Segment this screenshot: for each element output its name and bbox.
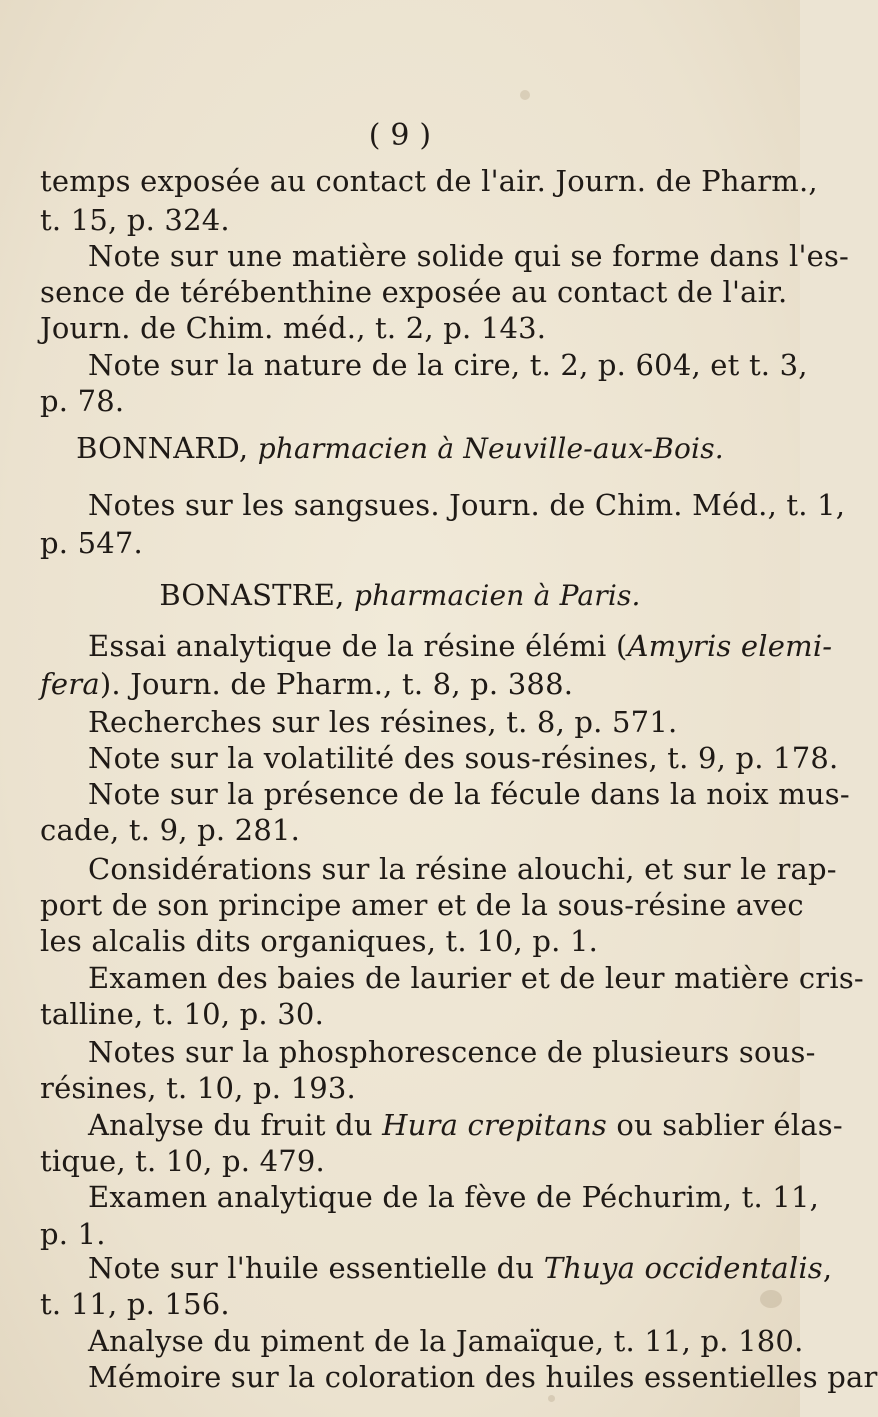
text-line: talline, t. 10, p. 30. — [40, 996, 324, 1031]
text-line: Recherches sur les résines, t. 8, p. 571. — [88, 704, 678, 739]
text-line: p. 547. — [40, 525, 143, 560]
text-line — [88, 1250, 832, 1286]
paper-stain — [520, 90, 530, 100]
text-line — [40, 666, 573, 702]
text-run: ). Journ. de Pharm., t. 8, p. 388. — [99, 667, 574, 702]
page-number: ( 9 ) — [368, 118, 432, 153]
text-line: t. 11, p. 156. — [40, 1287, 230, 1322]
text-line: Notes sur les sangsues. Journ. de Chim. Méd., t. 1, — [88, 487, 846, 522]
author-heading — [0, 430, 800, 467]
text-line: Note sur la volatilité des sous-résines, t. 9, p. 178. — [88, 740, 839, 775]
text-run: , — [822, 1251, 833, 1286]
author-name: BONNARD, — [76, 431, 249, 466]
text-line: t. 15, p. 324. — [40, 202, 230, 237]
text-line — [88, 1107, 843, 1143]
paper-stain — [548, 1395, 555, 1402]
author-name: BONASTRE, — [159, 578, 345, 613]
text-line: sence de térébenthine exposée au contact de l'air. — [40, 275, 788, 310]
species-name: Hura crepitans — [382, 1107, 607, 1142]
text-line: p. 78. — [40, 384, 125, 419]
species-name: Thuya occidentalis — [543, 1251, 823, 1286]
author-heading — [0, 577, 800, 614]
paper-stain — [760, 1290, 782, 1308]
text-line — [88, 628, 832, 664]
text-line: Examen analytique de la fève de Péchurim, t. 11, — [88, 1180, 820, 1215]
text-line: Mémoire sur la coloration des huiles essentielles par — [88, 1360, 878, 1394]
text-line: p. 1. — [40, 1216, 106, 1251]
text-line: tique, t. 10, p. 479. — [40, 1143, 325, 1178]
author-role: pharmacien à Neuville-aux-Bois. — [257, 432, 724, 466]
text-line: Note sur une matière solide qui se forme dans l'es- — [88, 238, 850, 273]
text-line: Examen des baies de laurier et de leur matière cris- — [88, 960, 864, 995]
text-line: cade, t. 9, p. 281. — [40, 813, 301, 848]
text-line: Notes sur la phosphorescence de plusieurs sous- — [88, 1034, 816, 1069]
text-run: ou sablier élas- — [606, 1107, 843, 1142]
text-line: les alcalis dits organiques, t. 10, p. 1. — [40, 924, 599, 959]
text-line: temps exposée au contact de l'air. Journ. de Pharm., — [40, 164, 818, 199]
text-line: Note sur la nature de la cire, t. 2, p. 604, et t. 3, — [88, 347, 808, 382]
text-line: port de son principe amer et de la sous-résine avec — [40, 887, 804, 922]
text-line: Note sur la présence de la fécule dans la noix mus- — [88, 777, 850, 812]
text-line: Analyse du piment de la Jamaïque, t. 11, p. 180. — [88, 1323, 804, 1358]
text-line: Considérations sur la résine alouchi, et sur le rap- — [88, 851, 837, 886]
text-run: Analyse du fruit du — [88, 1107, 383, 1142]
text-line: résines, t. 10, p. 193. — [40, 1071, 356, 1106]
text-run: Note sur l'huile essentielle du — [88, 1251, 544, 1286]
text-run: Essai analytique de la résine élémi ( — [88, 629, 628, 664]
text-line: Journ. de Chim. méd., t. 2, p. 143. — [40, 311, 547, 346]
species-name: Amyris elemi- — [627, 629, 833, 664]
species-name: fera — [40, 667, 100, 702]
author-role: pharmacien à Paris. — [353, 579, 641, 613]
